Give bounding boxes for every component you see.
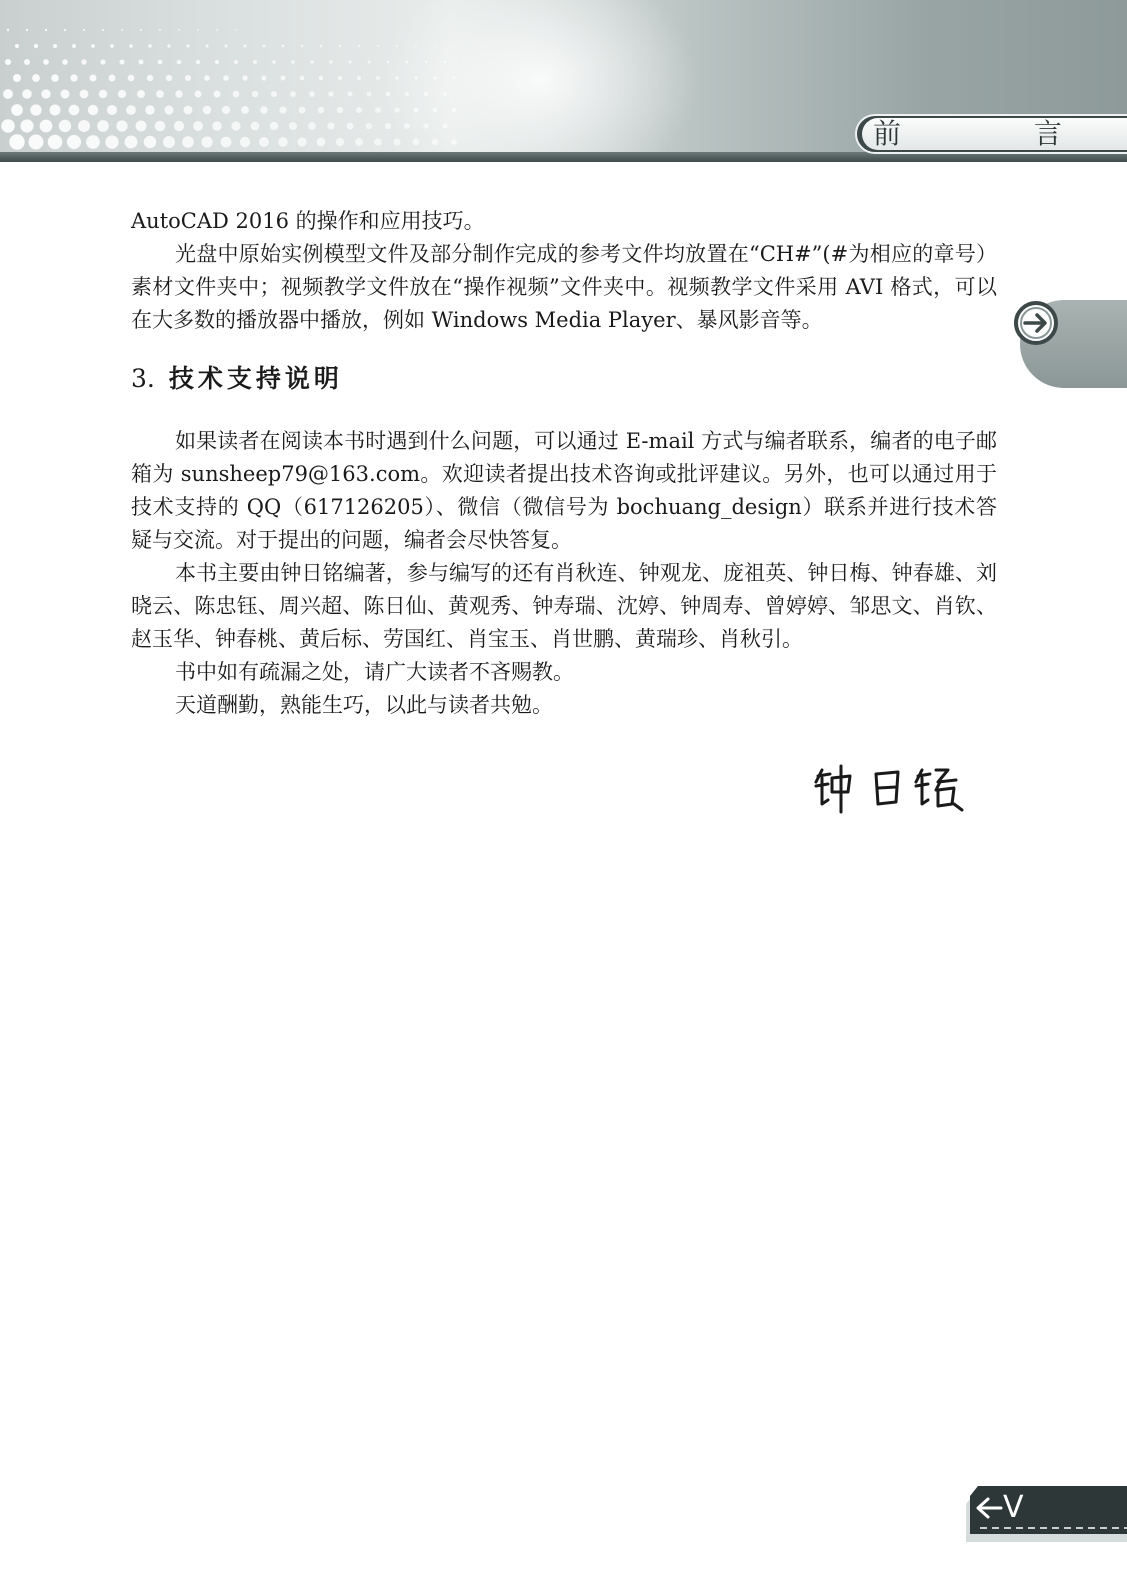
header-dot (251, 122, 260, 131)
header-dot (13, 74, 21, 82)
header-dot (11, 104, 23, 116)
header-dot (147, 75, 153, 81)
paragraph-continued: AutoCAD 2016 的操作和应用技巧。 (131, 209, 485, 233)
header-dot (64, 29, 66, 31)
header-dot (204, 75, 210, 81)
header-dot (69, 105, 80, 116)
header-dot (291, 60, 295, 64)
paragraph-support: 如果读者在阅读本书时遇到什么问题，可以通过 E-mail 方式与编者联系，编者的电子邮箱为 sunsheep79@163.com。欢迎读者提出技术咨询或批评建议。另外，也可以通过用于技术支持的 QQ（617126205）、微信（微信号为 bochuang_design）联系并进行技术答疑与交流。对于提出的问题，编者会尽快答复。 (131, 429, 997, 552)
header-dot (329, 60, 332, 63)
header-dot (272, 60, 276, 64)
header-dot (51, 74, 59, 82)
header-dot (20, 119, 33, 132)
header-dot (259, 137, 269, 147)
header-dot (433, 76, 436, 79)
header-dot (300, 76, 305, 81)
header-dot (156, 90, 164, 98)
header-dot (386, 92, 391, 97)
header-dot (444, 61, 446, 63)
header-dot (357, 76, 361, 80)
header-dot (167, 44, 170, 47)
header-dot (270, 122, 278, 130)
header-dot (413, 107, 418, 112)
header-dot (48, 135, 63, 150)
header-dot (159, 29, 161, 31)
header-dot (186, 44, 189, 47)
header-dot (433, 108, 438, 113)
header-dot (347, 91, 352, 96)
header-dot (41, 89, 50, 98)
header-dot (166, 75, 172, 81)
header-dot (434, 45, 436, 47)
header-dot (125, 136, 138, 149)
header-dot (102, 29, 104, 31)
header-dot (442, 123, 447, 128)
header-dot (178, 29, 180, 31)
header-dot (129, 44, 133, 48)
header-dot (278, 137, 288, 147)
header-dot (282, 45, 285, 48)
header-dot (366, 123, 373, 130)
header-dot (253, 60, 257, 64)
header-dot (30, 104, 41, 115)
header-dot (393, 138, 400, 145)
header-dot (215, 60, 219, 64)
header-dot (184, 106, 193, 115)
header-dot (425, 61, 427, 63)
header-dot (327, 122, 334, 129)
header-dot (24, 59, 30, 65)
header-dot (45, 29, 47, 31)
header-dot (32, 74, 40, 82)
paragraph-disc-files: 光盘中原始实例模型文件及部分制作完成的参考文件均放置在“CH#”(#为相应的章号）素材文件夹中；视频教学文件放在“操作视频”文件夹中。视频教学文件采用 AVI 格式，可以在大多数的播放器中播放，例如 Windows Media Player、暴风影音等。 (131, 242, 997, 332)
header-dot (128, 75, 135, 82)
header-dot (310, 60, 313, 63)
header-dot (174, 121, 184, 131)
header-dot (91, 44, 95, 48)
header-dot (60, 89, 69, 98)
header-dot (231, 121, 240, 130)
header-dot (29, 135, 44, 150)
header-dot (193, 121, 203, 131)
header-dot (34, 44, 38, 48)
header-dot (260, 106, 268, 114)
header-dot (216, 29, 218, 31)
header-dot (355, 138, 363, 146)
header-dot (9, 134, 24, 149)
header-dot (290, 91, 296, 97)
header-dot (139, 60, 144, 65)
header-dot (26, 29, 28, 31)
section-heading (131, 359, 997, 399)
header-dot (222, 106, 230, 114)
header-dot (376, 76, 380, 80)
header-dot (185, 75, 191, 81)
header-dot (336, 138, 344, 146)
header-dot (201, 136, 212, 147)
header-dot (358, 45, 360, 47)
header-dot (196, 60, 200, 64)
section-number: 3. (131, 364, 155, 393)
header-dot (43, 59, 49, 65)
header-dot (385, 123, 391, 129)
header-dot (233, 91, 240, 98)
header-dot (136, 121, 147, 132)
header-dot (221, 137, 232, 148)
header-dot (144, 136, 156, 148)
header-dot (140, 29, 142, 31)
header-dot (289, 122, 297, 130)
header-dot (107, 105, 117, 115)
header-dot (424, 92, 428, 96)
header-dot (110, 44, 114, 48)
header-dot (62, 59, 68, 65)
chapter-title: 前 言 (873, 117, 1124, 150)
paragraph-authors: 本书主要由钟日铭编著，参与编写的还有肖秋连、钟观龙、庞祖英、钟日梅、钟春雄、刘晓云、陈忠钰、周兴超、陈日仙、黄观秀、钟寿瑞、沈婷、钟周寿、曾婷婷、邹思文、肖钦、赵玉华、钟春桃、黄后标、劳国红、肖宝玉、肖世鹏、黄瑞珍、肖秋引。 (131, 561, 997, 651)
header-dot (116, 120, 127, 131)
header-dot (415, 45, 417, 47)
header-dot (453, 45, 455, 47)
header-dot (121, 29, 123, 31)
header-dot (89, 74, 96, 81)
paragraph-errata: 书中如有疏漏之处，请广大读者不吝赐教。 (175, 660, 574, 684)
header-dot (70, 74, 77, 81)
arrow-left-icon[interactable] (974, 1494, 1004, 1522)
header-dot (72, 44, 76, 48)
header-dot (241, 106, 249, 114)
header-dot (387, 61, 390, 64)
header-dot (271, 91, 277, 97)
header-dot (100, 59, 105, 64)
header-dot (423, 123, 428, 128)
header-dot (145, 105, 154, 114)
header-dot (339, 45, 341, 47)
header-dot (413, 139, 420, 146)
header-dot (443, 92, 447, 96)
header-dot (225, 45, 228, 48)
author-signature (808, 760, 968, 820)
header-dot (299, 107, 306, 114)
header-dot (177, 60, 182, 65)
header-dot (240, 137, 250, 147)
header-dot (214, 91, 221, 98)
header-dot (301, 45, 304, 48)
header-dot (164, 105, 173, 114)
header-dot (59, 120, 71, 132)
header-dot (281, 76, 286, 81)
header-dot (317, 138, 326, 147)
section-title: 技术支持说明 (168, 364, 343, 393)
header-dot (348, 60, 351, 63)
header-dot (309, 91, 315, 97)
preface-body (131, 205, 997, 722)
header-dot (49, 104, 60, 115)
header-dot (308, 122, 316, 130)
header-dot (88, 105, 98, 115)
header-dot (242, 75, 247, 80)
header-dot (109, 75, 116, 82)
header-dot (405, 92, 409, 96)
header-dot (328, 91, 333, 96)
header-dot (318, 107, 325, 114)
header-dot (81, 59, 86, 64)
header-dot (223, 75, 229, 81)
header-dot (40, 120, 53, 133)
header-dot (414, 76, 417, 79)
header-dot (137, 90, 145, 98)
header-dot (212, 121, 222, 131)
header-dot (3, 89, 13, 99)
header-dot (367, 92, 372, 97)
header-dot (22, 89, 32, 99)
header-dot (406, 61, 409, 64)
header-dot-pattern (0, 0, 480, 160)
header-dot (99, 90, 108, 99)
header-dot (453, 77, 456, 80)
header-dot (261, 75, 266, 80)
header-dot (432, 139, 438, 145)
header-dot (375, 107, 381, 113)
header-dot (78, 120, 90, 132)
header-dot (368, 61, 371, 64)
circle-arrow-right-icon[interactable] (1012, 299, 1060, 347)
header-dot (7, 29, 9, 31)
header-dot (126, 105, 136, 115)
header-dot (377, 45, 379, 47)
header-dot (97, 120, 109, 132)
header-dot (53, 44, 57, 48)
header-dot (83, 29, 85, 31)
header-dot (194, 90, 201, 97)
header-dot (234, 60, 238, 64)
header-dot (86, 135, 100, 149)
header-dot (319, 76, 324, 81)
header-dot (197, 29, 199, 31)
header-dot (205, 44, 208, 47)
header-dot (15, 44, 19, 48)
header-dot (105, 135, 118, 148)
header-dot (5, 59, 11, 65)
header-dot (394, 107, 399, 112)
header-dot (182, 136, 194, 148)
header-dot (396, 45, 398, 47)
header-dot (1, 119, 15, 133)
page-number: V (1003, 1490, 1024, 1525)
header-dot (337, 107, 343, 113)
header-dot (320, 45, 322, 47)
header-dot (279, 106, 286, 113)
header-dot (374, 138, 381, 145)
header-dot (244, 45, 247, 48)
header-dot (297, 137, 306, 146)
header-dot (356, 107, 362, 113)
header-dot (155, 121, 166, 132)
header-dot (148, 44, 151, 47)
header-dot (203, 106, 212, 115)
header-dot (404, 123, 410, 129)
header-dot (158, 60, 163, 65)
header-dot (163, 136, 175, 148)
header-dot (395, 76, 399, 80)
header-dot (118, 90, 126, 98)
paragraph-closing: 天道酬勤，熟能生巧，以此与读者共勉。 (175, 693, 553, 717)
header-dot (80, 90, 89, 99)
header-dot (347, 123, 354, 130)
header-dot (252, 91, 258, 97)
header-dot (451, 139, 457, 145)
header-dot (119, 59, 124, 64)
header-dot (67, 135, 81, 149)
header-dot (338, 76, 342, 80)
header-dot (263, 45, 266, 48)
header-dot (235, 29, 237, 31)
header-dot (452, 108, 456, 112)
header-dot (175, 90, 182, 97)
